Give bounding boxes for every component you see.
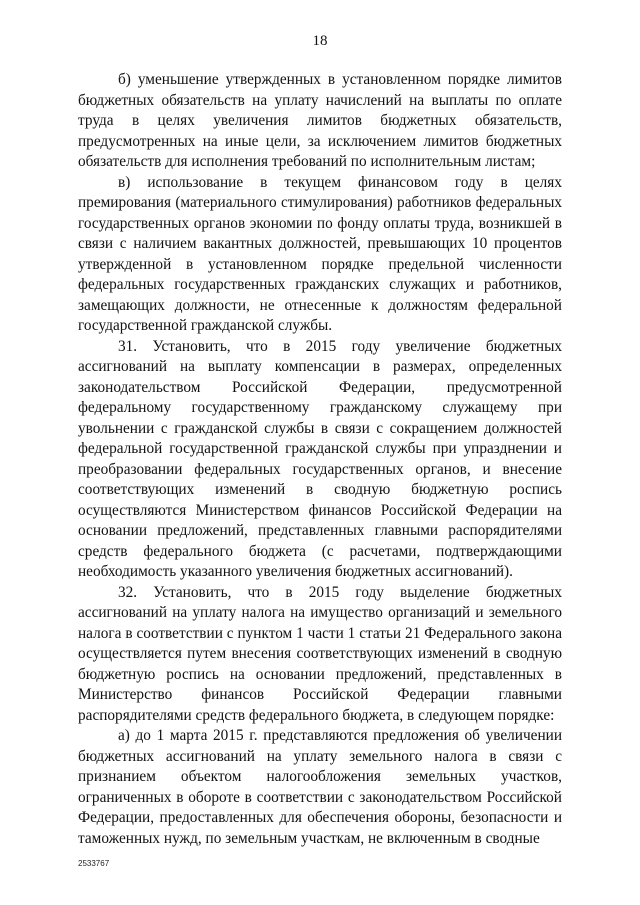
page-number: 18 (312, 33, 328, 49)
paragraph-v: в) использование в текущем финансовом году в целях премирования (материального стимулирования) работников федеральных государственных органов экономии по фонду оплаты труда, возникшей в связи с наличием вакантных должностей, превышающих 10 процентов утвержденной в установленном порядке предельной численности федеральных государственных гражданских служащих и работников, замещающих должности, не отнесенные к должностям федеральной государственной гражданской службы. (78, 173, 562, 334)
paragraph-32: 32. Установить, что в 2015 году выделение бюджетных ассигнований на уплату налога на имущество организаций и земельного налога в соответствии с пунктом 1 части 1 статьи 21 Федерального закона осуществляется путем внесения соответствующих изменений в сводную бюджетную роспись на основании предложений, представленных в Министерство финансов Российской Федерации главными распорядителями средств федерального бюджета, в следующем порядке: (78, 583, 562, 724)
paragraph-b: б) уменьшение утвержденных в установленном порядке лимитов бюджетных обязательств на уплату начислений на выплаты по оплате труда в целях увеличения лимитов бюджетных обязательств, предусмотренных на иные цели, за исключением лимитов бюджетных обязательств для исполнения требований по исполнительным листам; (78, 71, 562, 170)
paragraph-32-a: а) до 1 марта 2015 г. представляются предложения об увеличении бюджетных ассигнований на уплату земельного налога в связи с признанием объектом налогообложения земельных участков, ограниченных в обороте в соответствии с законодательством Российской Федерации, предоставленных для обеспечения обороны, безопасности и таможенных нужд, по земельным участкам, не включенным в сводные (78, 727, 562, 847)
document-code: 2533767 (78, 859, 110, 868)
paragraph-31: 31. Установить, что в 2015 году увеличение бюджетных ассигнований на выплату компенсации в размерах, определенных законодательством Российской Федерации, предусмотренной федеральному государственному гражданскому служащему при увольнении с гражданской службы в связи с сокращением должностей федеральной государственной гражданской службы при упразднении и преобразовании федеральных государственных органов, и внесение соответствующих изменений в сводную бюджетную роспись осуществляются Министерством финансов Российской Федерации на основании предложений, представленных главными распорядителями средств федерального бюджета (с расчетами, подтверждающими необходимость указанного увеличения бюджетных ассигнований). (78, 337, 562, 580)
document-body (78, 70, 562, 849)
